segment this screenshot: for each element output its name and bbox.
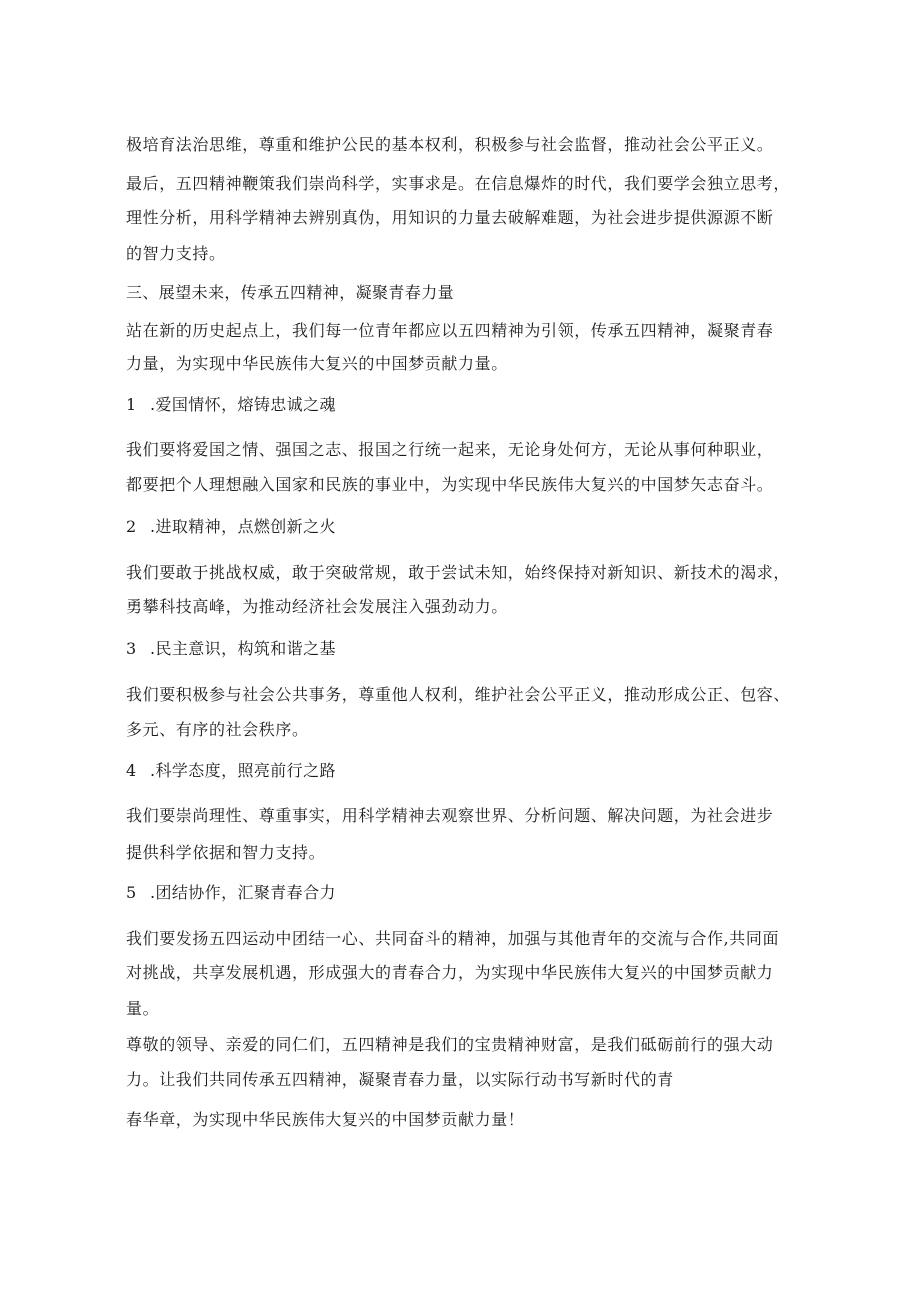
subheading-text: .科学态度，照亮前行之路 — [150, 761, 336, 780]
paragraph-line: 力量，为实现中华民族伟大复兴的中国梦贡献力量。 — [126, 354, 508, 373]
subheading-number: 4 — [126, 761, 137, 780]
paragraph-line: 勇攀科技高峰，为推动经济社会发展注入强劲动力。 — [126, 597, 508, 616]
paragraph-line: 我们要积极参与社会公共事务，尊重他人权利，维护社会公平正义，推动形成公正、包容、 — [126, 685, 791, 704]
paragraph-line: 多元、有序的社会秩序。 — [126, 720, 309, 739]
paragraph-line: 站在新的历史起点上，我们每一位青年都应以五四精神为引领，传承五四精神，凝聚青春 — [126, 321, 774, 340]
paragraph-line: 的智力支持。 — [126, 244, 226, 263]
paragraph-line: 极培育法治思维，尊重和维护公民的基本权利，积极参与社会监督，推动社会公平正义。 — [126, 135, 774, 154]
subheading-number: 1 — [126, 395, 137, 414]
subheading-number: 3 — [126, 639, 137, 658]
paragraph-line: 最后，五四精神鞭策我们崇尚科学，实事求是。在信息爆炸的时代，我们要学会独立思考， — [126, 174, 791, 193]
paragraph-line: 理性分析，用科学精神去辨别真伪，用知识的力量去破解难题，为社会进步提供源源不断 — [126, 208, 774, 227]
paragraph-line: 我们要将爱国之情、强国之志、报国之行统一起来，无论身处何方，无论从事何种职业， — [126, 440, 774, 459]
section-heading: 三、展望未来，传承五四精神，凝聚青春力量 — [126, 283, 455, 302]
paragraph-line: 我们要发扬五四运动中团结一心、共同奋斗的精神，加强与其他青年的交流与合作,共同面 — [126, 929, 780, 948]
paragraph-line: 都要把个人理想融入国家和民族的事业中，为实现中华民族伟大复兴的中国梦矢志奋斗。 — [126, 475, 774, 494]
paragraph-line: 春华章，为实现中华民族伟大复兴的中国梦贡献力量！ — [126, 1110, 525, 1129]
subheading-text: .进取精神，点燃创新之火 — [150, 517, 336, 536]
paragraph-line: 对挑战，共享发展机遇，形成强大的青春合力，为实现中华民族伟大复兴的中国梦贡献力 — [126, 963, 774, 982]
subheading-number: 5 — [126, 883, 137, 902]
subheading-text: .团结协作，汇聚青春合力 — [150, 883, 336, 902]
paragraph-line: 量。 — [126, 999, 160, 1018]
subheading-text: .民主意识，构筑和谐之基 — [150, 639, 336, 658]
subheading-number: 2 — [126, 517, 137, 536]
paragraph-line: 尊敬的领导、亲爱的同仁们，五四精神是我们的宝贵精神财富，是我们砥砺前行的强大动 — [126, 1035, 774, 1054]
paragraph-line: 提供科学依据和智力支持。 — [126, 843, 326, 862]
subheading-4 — [126, 760, 336, 782]
paragraph-line: 我们要崇尚理性、尊重事实，用科学精神去观察世界、分析问题、解决问题，为社会进步 — [126, 806, 774, 825]
subheading-text: .爱国情怀，熔铸忠诚之魂 — [150, 395, 336, 414]
paragraph-line: 力。让我们共同传承五四精神，凝聚青春力量，以实际行动书写新时代的青 — [126, 1070, 674, 1089]
subheading-1 — [126, 394, 336, 416]
paragraph-line: 我们要敢于挑战权威，敢于突破常规，敢于尝试未知，始终保持对新知识、新技术的渴求， — [126, 563, 791, 582]
subheading-3 — [126, 638, 336, 660]
subheading-2 — [126, 516, 336, 538]
subheading-5 — [126, 882, 336, 904]
